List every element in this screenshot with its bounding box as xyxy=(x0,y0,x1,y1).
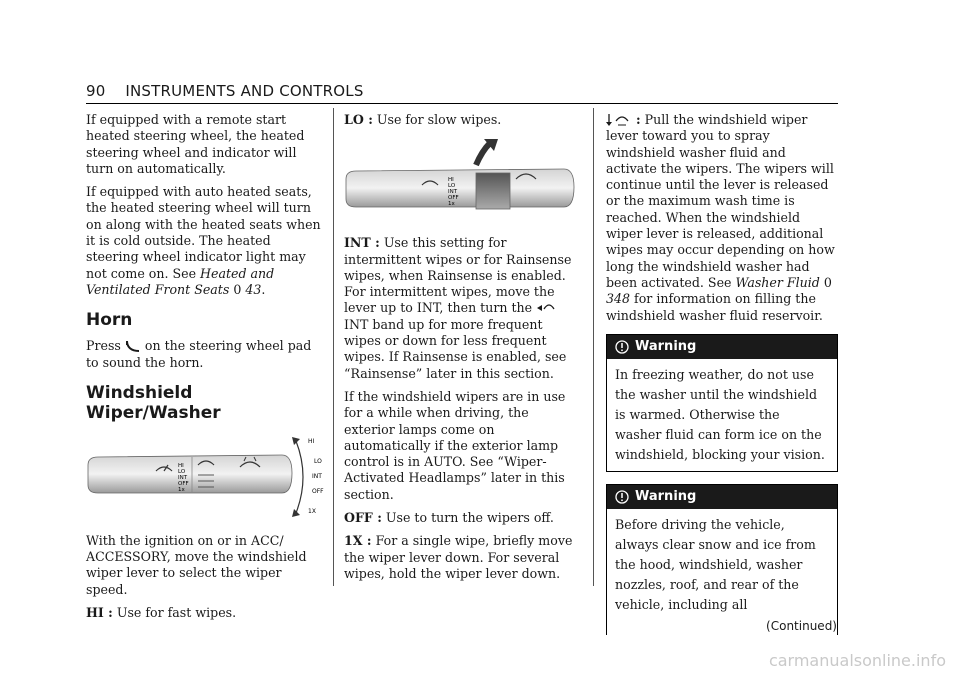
side-label: LO xyxy=(314,457,322,465)
column-1 xyxy=(86,112,326,628)
lever-label: HI xyxy=(448,177,454,184)
paragraph-1x: 1X : For a single wipe, briefly move the wiper lever down. For several wipes, hold the wiper lever down. xyxy=(344,533,573,581)
page-ref[interactable]: 348 xyxy=(606,291,631,307)
heading-horn: Horn xyxy=(86,310,133,331)
warning-icon xyxy=(615,490,629,504)
lever-label: LO xyxy=(448,183,456,190)
page-ref-icon: 0 xyxy=(233,281,242,297)
watermark: carmanualsonline.info xyxy=(768,651,946,670)
wiper-lever-int-illustration xyxy=(344,135,576,225)
warning-body: In freezing weather, do not use the washer until the windshield is warmed. Otherwise the washer fluid can form ice on the windshield, blocking your vision. xyxy=(615,367,825,463)
paragraph-auto-heated: If equipped with auto heated seats, the heated steering wheel will turn on along with the heated seats when it is cold outside. The heated steering wheel indicator light may not come on. See Heated and Ventilated Front Seats 0 43. xyxy=(86,184,321,297)
paragraph-auto-lamps: If the windshield wipers are in use for a while when driving, the exterior lamps come on automatically if the exterior lamp control is in AUTO. See “Wiper-Activated Headlamps” later in this section. xyxy=(344,388,566,502)
side-label: INT xyxy=(312,472,322,480)
lever-label: INT xyxy=(448,189,458,196)
column-divider xyxy=(333,108,334,586)
paragraph-hi: HI : Use for fast wipes. xyxy=(86,605,237,621)
warning-box-snow xyxy=(606,484,838,635)
column-divider xyxy=(593,108,594,586)
heading-wiper-washer: Windshield Wiper/Washer xyxy=(86,382,221,423)
lever-label: LO xyxy=(178,468,186,475)
warning-box-freezing xyxy=(606,334,838,472)
horn-icon xyxy=(125,339,141,353)
int-band-icon xyxy=(536,301,556,315)
washer-pull-icon xyxy=(606,113,632,127)
continued-label: (Continued) xyxy=(766,619,837,634)
paragraph-ignition: With the ignition on or in ACC/ ACCESSORY, move the windshield wiper lever to select the wiper speed. xyxy=(86,532,307,597)
lever-label: 1x xyxy=(178,486,185,493)
side-label: OFF xyxy=(312,487,324,495)
page-number: 90 xyxy=(86,82,106,100)
page-header xyxy=(86,82,838,100)
lever-label: 1x xyxy=(448,201,455,208)
column-2 xyxy=(344,112,576,589)
header-rule xyxy=(86,103,838,104)
paragraph-remote-start: If equipped with a remote start heated steering wheel, the heated steering wheel and indicator will turn on automatically. xyxy=(86,112,305,176)
link-washer-fluid[interactable]: Washer Fluid xyxy=(735,274,820,290)
paragraph-washer: : Pull the windshield wiper lever toward you to spray windshield washer fluid and activate the wipers. The wipers will continue until the lever is released or the maximum wash time is reached. When the windshield wiper lever is released, additional wipes may occur depending on how long the windshield washer had been activated. See Washer Fluid 0 348 for information on filling the windshield washer fluid reservoir. xyxy=(606,112,835,323)
paragraph-off: OFF : Use to turn the wipers off. xyxy=(344,510,554,526)
warning-header: Warning xyxy=(607,335,837,359)
section-title: INSTRUMENTS AND CONTROLS xyxy=(125,82,364,100)
up-arrow-icon xyxy=(476,139,498,165)
side-label: HI xyxy=(308,437,315,445)
page-ref[interactable]: 43 xyxy=(245,281,262,297)
warning-header: Warning xyxy=(607,485,837,509)
link-heated-seats[interactable]: Heated and Ventilated Front Seats xyxy=(86,265,275,297)
page-ref-icon: 0 xyxy=(823,274,832,290)
lever-label: HI xyxy=(178,462,184,469)
lever-label: OFF xyxy=(178,480,189,487)
warning-body: Before driving the vehicle, always clear snow and ice from the hood, windshield, washer nozzles, roof, and rear of the vehicle, including all xyxy=(615,517,816,613)
lever-label: OFF xyxy=(448,195,459,202)
paragraph-horn: Press on the steering wheel pad to sound the horn. xyxy=(86,338,312,370)
column-3 xyxy=(606,112,838,647)
wiper-lever-illustration xyxy=(86,431,326,523)
side-label: 1X xyxy=(308,507,316,515)
paragraph-int: INT : Use this setting for intermittent wipes or for Rainsense wipes, when Rainsense is enabled. For intermittent wipes, move the lever up to INT, then turn the INT band up for more frequent wipes or down for less frequent wipes. If Rainsense is enabled, see “Rainsense” later in this section. xyxy=(344,235,572,381)
warning-icon xyxy=(615,340,629,354)
paragraph-lo: LO : Use for slow wipes. xyxy=(344,112,502,127)
lever-label: INT xyxy=(178,474,188,481)
